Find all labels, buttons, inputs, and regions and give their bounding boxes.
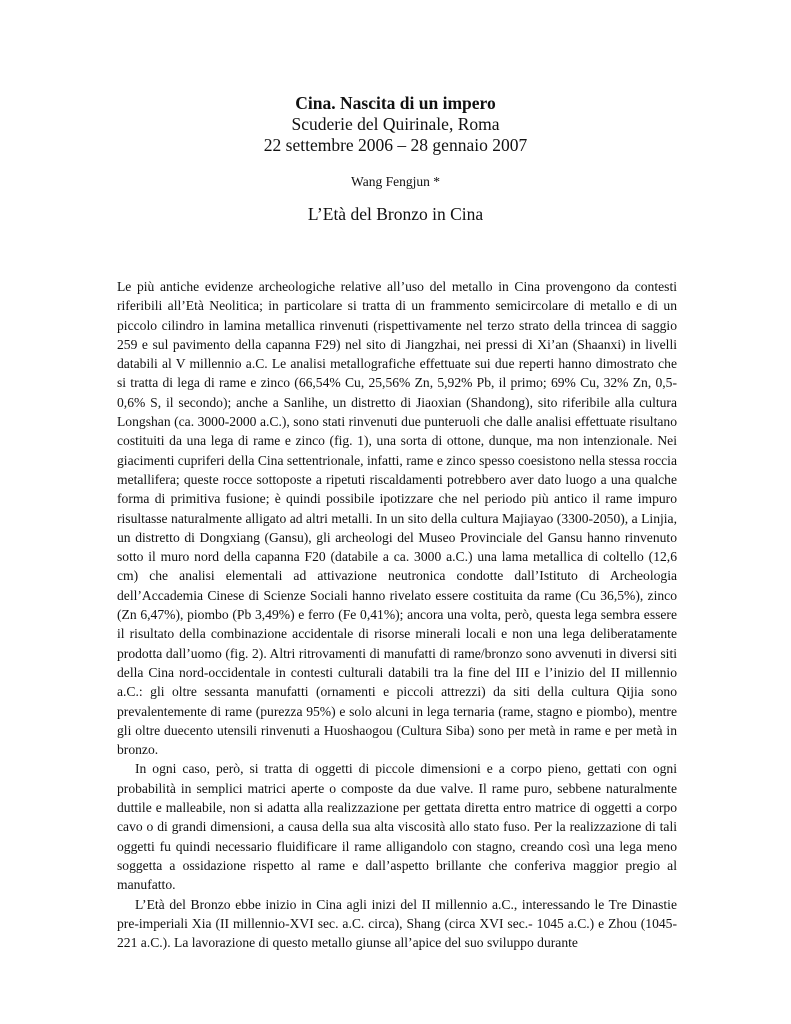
- document-header: [0, 93, 791, 156]
- article-body: [117, 277, 677, 952]
- paragraph: L’Età del Bronzo ebbe inizio in Cina agli inizi del II millennio a.C., interessando le Tre Dinastie pre-imperiali Xia (II millennio-XVI sec. a.C. circa), Shang (circa XVI sec.- 1045 a.C.) e Zhou (1045-221 a.C.). La lavorazione di questo metallo giunse all’apice del suo sviluppo durante: [117, 896, 677, 951]
- paragraph: Le più antiche evidenze archeologiche relative all’uso del metallo in Cina provengono da contesti riferibili all’Età Neolitica; in particolare si tratta di un frammento semicircolare di metallo e di un piccolo cilindro in lamina metallica rinvenuti (rispettivamente nel terzo strato della trincea di saggio 259 e sul pavimento della capanna F29) nel sito di Jiangzhai, nei pressi di Xi’an (Shaanxi) in livelli databili al V millennio a.C. Le analisi metallografiche effettuate sui due reperti hanno dimostrato che si tratta di lega di rame e zinco (66,54% Cu, 25,56% Zn, 5,92% Pb, il primo; 69% Cu, 32% Zn, 0,5-0,6% S, il secondo); anche a Sanlihe, un distretto di Jiaoxian (Shandong), sito riferibile alla cultura Longshan (ca. 3000-2000 a.C.), sono stati rinvenuti due punteruoli che dalle analisi effettuate risultano costituiti da una lega di rame e zinco (fig. 1), una sorta di ottone, dunque, ma non intenzionale. Nei giacimenti cupriferi della Cina settentrionale, infatti, rame e zinco spesso coesistono nella stessa roccia metallifera; queste rocce sottoposte a ripetuti riscaldamenti potrebbero aver dato luogo a una qualche forma di primitiva fusione; è quindi possibile ipotizzare che nel periodo più antico il rame impuro risultasse naturalmente alligato ad altri metalli. In un sito della cultura Majiayao (3300-2050), a Linjia, un distretto di Dongxiang (Gansu), gli archeologi del Museo Provinciale del Gansu hanno rinvenuto sotto il muro nord della capanna F20 (databile a ca. 3000 a.C.) una lama metallica di coltello (12,6 cm) che analisi elementali ad attivazione neutronica condotte dall’Istituto di Archeologia dell’Accademia Cinese di Scienze Sociali hanno rivelato essere costituita da rame (Cu 36,5%), zinco (Zn 6,47%), piombo (Pb 3,49%) e ferro (Fe 0,41%); ancora una volta, però, questa lega sembra essere il risultato della combinazione accidentale di risorse minerali locali e non una lega deliberatamente prodotta dall’uomo (fig. 2). Altri ritrovamenti di manufatti di rame/bronzo sono avvenuti in diversi siti della Cina nord-occidentale in contesti culturali databili tra la fine del III e l’inizio del II millennio a.C.: gli oltre sessanta manufatti (ornamenti e piccoli attrezzi) da siti della cultura Qijia sono prevalentemente di rame (purezza 95%) e solo alcuni in lega ternaria (rame, stagno e piombo), mentre gli oltre duecento utensili rinvenuti a Huoshaogou (Cultura Siba) sono per metà in rame e per metà in bronzo.: [117, 279, 677, 758]
- exhibition-title: Cina. Nascita di un impero: [295, 93, 496, 113]
- author-name: Wang Fengjun *: [351, 174, 440, 189]
- exhibition-venue: Scuderie del Quirinale, Roma: [291, 114, 500, 134]
- article-title: L’Età del Bronzo in Cina: [307, 204, 484, 224]
- paragraph: In ogni caso, però, si tratta di oggetti di piccole dimensioni e a corpo pieno, gettati con ogni probabilità in semplici matrici aperte o composte da due valve. Il rame puro, sebbene naturalmente duttile e malleabile, non si adatta alla realizzazione per gettata diretta entro matrice di oggetti a corpo cavo o di grandi dimensioni, a causa della sua alta viscosità allo stato fuso. Per la realizzazione di tali oggetti fu quindi necessario fluidificare il rame alligandolo con stagno, creando così una lega meno soggetta a ossidazione rispetto al rame e dall’aspetto brillante che conferiva maggior pregio al manufatto.: [117, 761, 677, 893]
- exhibition-dates: 22 settembre 2006 – 28 gennaio 2007: [263, 135, 528, 155]
